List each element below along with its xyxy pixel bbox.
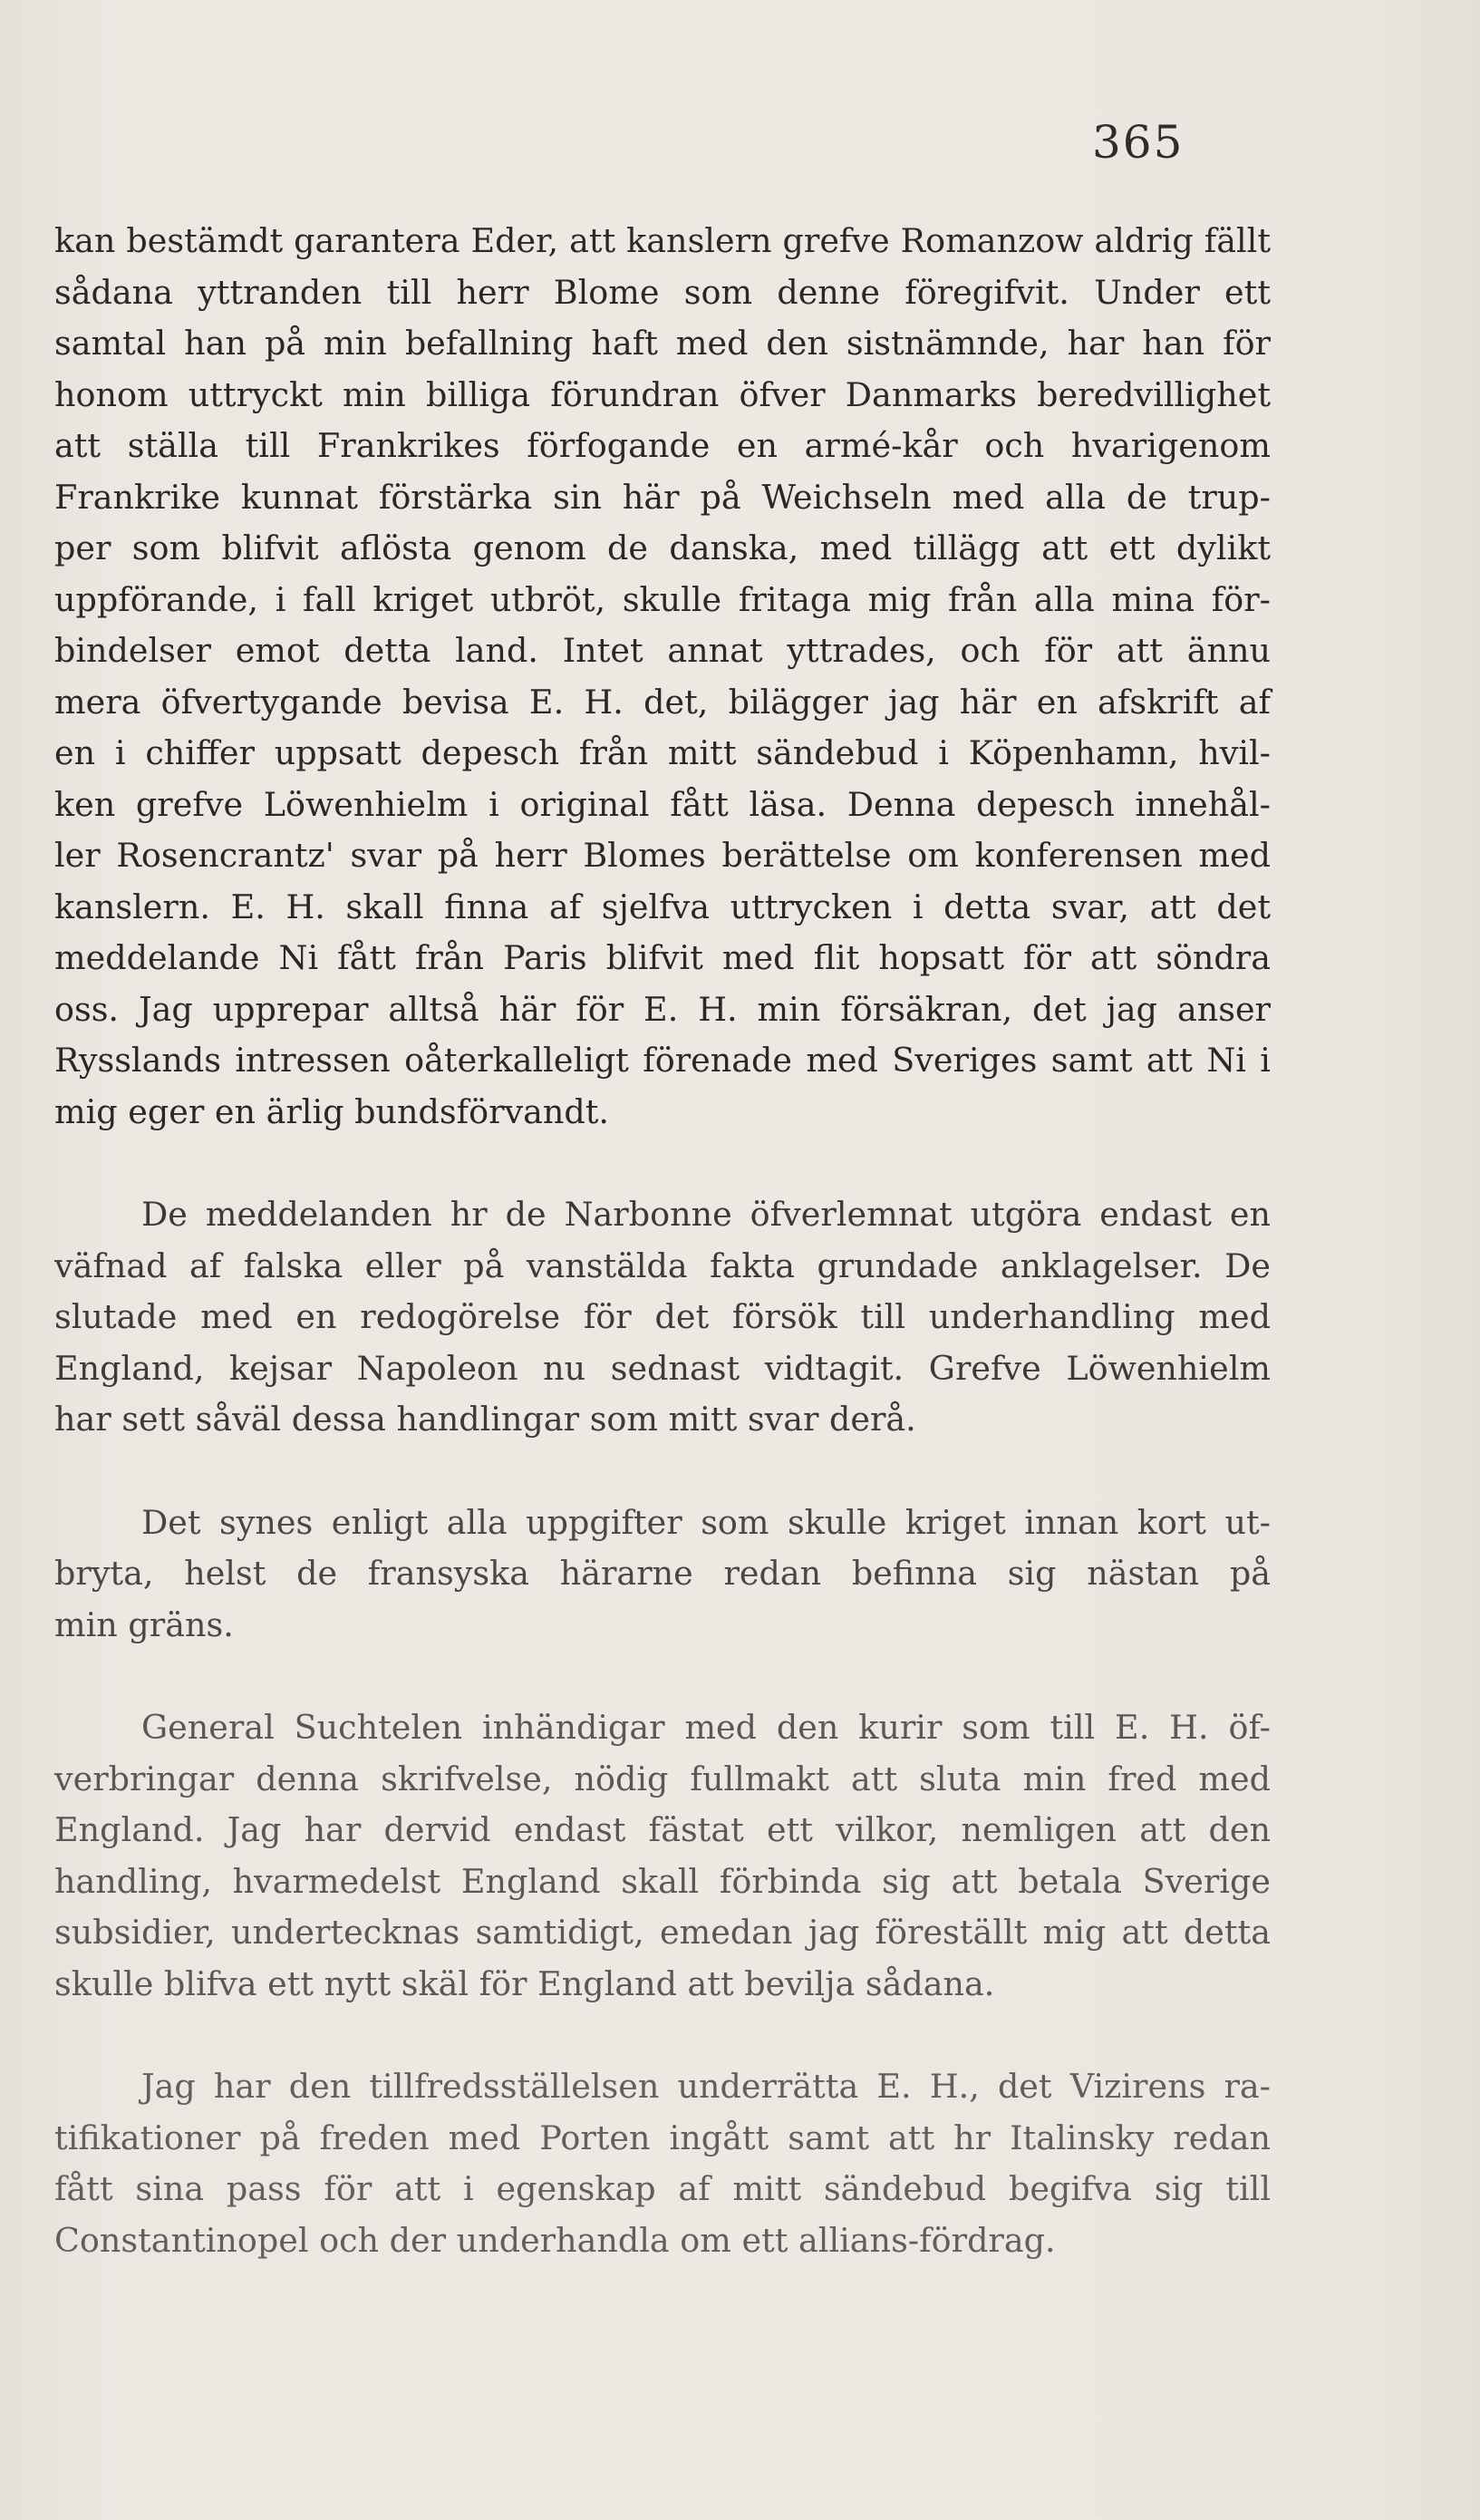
text-line: subsidier, undertecknas samtidigt, emedan jag föreställt mig att detta xyxy=(54,1913,1271,1952)
text-line: oss. Jag upprepar alltså här för E. H. min försäkran, det jag anser xyxy=(54,989,1271,1029)
text-line: väfnad af falska eller på vanstälda fakta grundade anklagelser. De xyxy=(54,1245,1271,1285)
text-line: ler Rosencrantz' svar på herr Blomes berättelse om konferensen med xyxy=(54,836,1271,875)
text-line: Constantinopel och der underhandla om ett allians-fördrag. xyxy=(54,2220,1056,2260)
text-line: General Suchtelen inhändigar med den kurir som till E. H. öf- xyxy=(141,1708,1271,1747)
text-line: bindelser emot detta land. Intet annat yttrades, och för att ännu xyxy=(54,631,1271,670)
text-line: ken grefve Löwenhielm i original fått läsa. Denna depesch innehål- xyxy=(54,784,1271,824)
text-line: England, kejsar Napoleon nu sednast vidtagit. Grefve Löwenhielm xyxy=(54,1348,1271,1388)
text-line: kanslern. E. H. skall finna af sjelfva uttrycken i detta svar, att det xyxy=(54,887,1271,926)
text-line: har sett såväl dessa handlingar som mitt svar derå. xyxy=(54,1400,916,1439)
text-line: honom uttryckt min billiga förundran öfver Danmarks beredvillighet xyxy=(54,374,1271,414)
text-line: Rysslands intressen oåterkalleligt förenade med Sveriges samt att Ni i xyxy=(54,1041,1271,1080)
body-text xyxy=(54,216,1271,2266)
paragraph-5 xyxy=(54,2061,1271,2266)
text-line: att ställa till Frankrikes förfogande en armé-kår och hvarigenom xyxy=(54,426,1271,465)
text-line: sådana yttranden till herr Blome som denne föregifvit. Under ett xyxy=(54,272,1271,312)
text-line: mera öfvertygande bevisa E. H. det, bilägger jag här en afskrift af xyxy=(54,682,1271,722)
paragraph-3 xyxy=(54,1497,1271,1652)
paragraph-1 xyxy=(54,216,1271,1138)
text-line: Det synes enligt alla uppgifter som skulle kriget innan kort ut- xyxy=(141,1502,1271,1542)
text-line: skulle blifva ett nytt skäl för England att bevilja sådana. xyxy=(54,1963,995,2003)
paragraph-4 xyxy=(54,1702,1271,2010)
text-line: Jag har den tillfredsställelsen underrätta E. H., det Vizirens ra- xyxy=(141,2067,1271,2106)
text-line: kan bestämdt garantera Eder, att kanslern grefve Romanzow aldrig fällt xyxy=(54,221,1271,260)
text-line: per som blifvit aflösta genom de danska, med tillägg att ett dylikt xyxy=(54,528,1271,567)
text-line: en i chiffer uppsatt depesch från mitt sändebud i Köpenhamn, hvil- xyxy=(54,733,1271,772)
text-line: Frankrike kunnat förstärka sin här på Weichseln med alla de trup- xyxy=(54,477,1271,517)
text-line: handling, hvarmedelst England skall förbinda sig att betala Sverige xyxy=(54,1861,1271,1901)
text-line: uppförande, i fall kriget utbröt, skulle fritaga mig från alla mina för- xyxy=(54,579,1271,619)
text-line: De meddelanden hr de Narbonne öfverlemnat utgöra endast en xyxy=(141,1195,1271,1234)
text-line: verbringar denna skrifvelse, nödig fullmakt att sluta min fred med xyxy=(54,1759,1271,1798)
text-line: fått sina pass för att i egenskap af mitt sändebud begifva sig till xyxy=(54,2169,1271,2208)
text-line: meddelande Ni fått från Paris blifvit med flit hopsatt för att söndra xyxy=(54,938,1271,977)
text-line: min gräns. xyxy=(54,1604,234,1644)
paragraph-2 xyxy=(54,1189,1271,1446)
page-number: 365 xyxy=(1092,116,1185,169)
text-line: samtal han på min befallning haft med den sistnämnde, har han för xyxy=(54,324,1271,363)
text-line: slutade med en redogörelse för det försök till underhandling med xyxy=(54,1297,1271,1336)
text-line: bryta, helst de fransyska härarne redan befinna sig nästan på xyxy=(54,1554,1271,1593)
text-line: England. Jag har dervid endast fästat ett vilkor, nemligen att den xyxy=(54,1810,1271,1849)
text-line: mig eger en ärlig bundsförvandt. xyxy=(54,1091,610,1131)
text-line: tifikationer på freden med Porten ingått samt att hr Italinsky redan xyxy=(54,2118,1271,2157)
